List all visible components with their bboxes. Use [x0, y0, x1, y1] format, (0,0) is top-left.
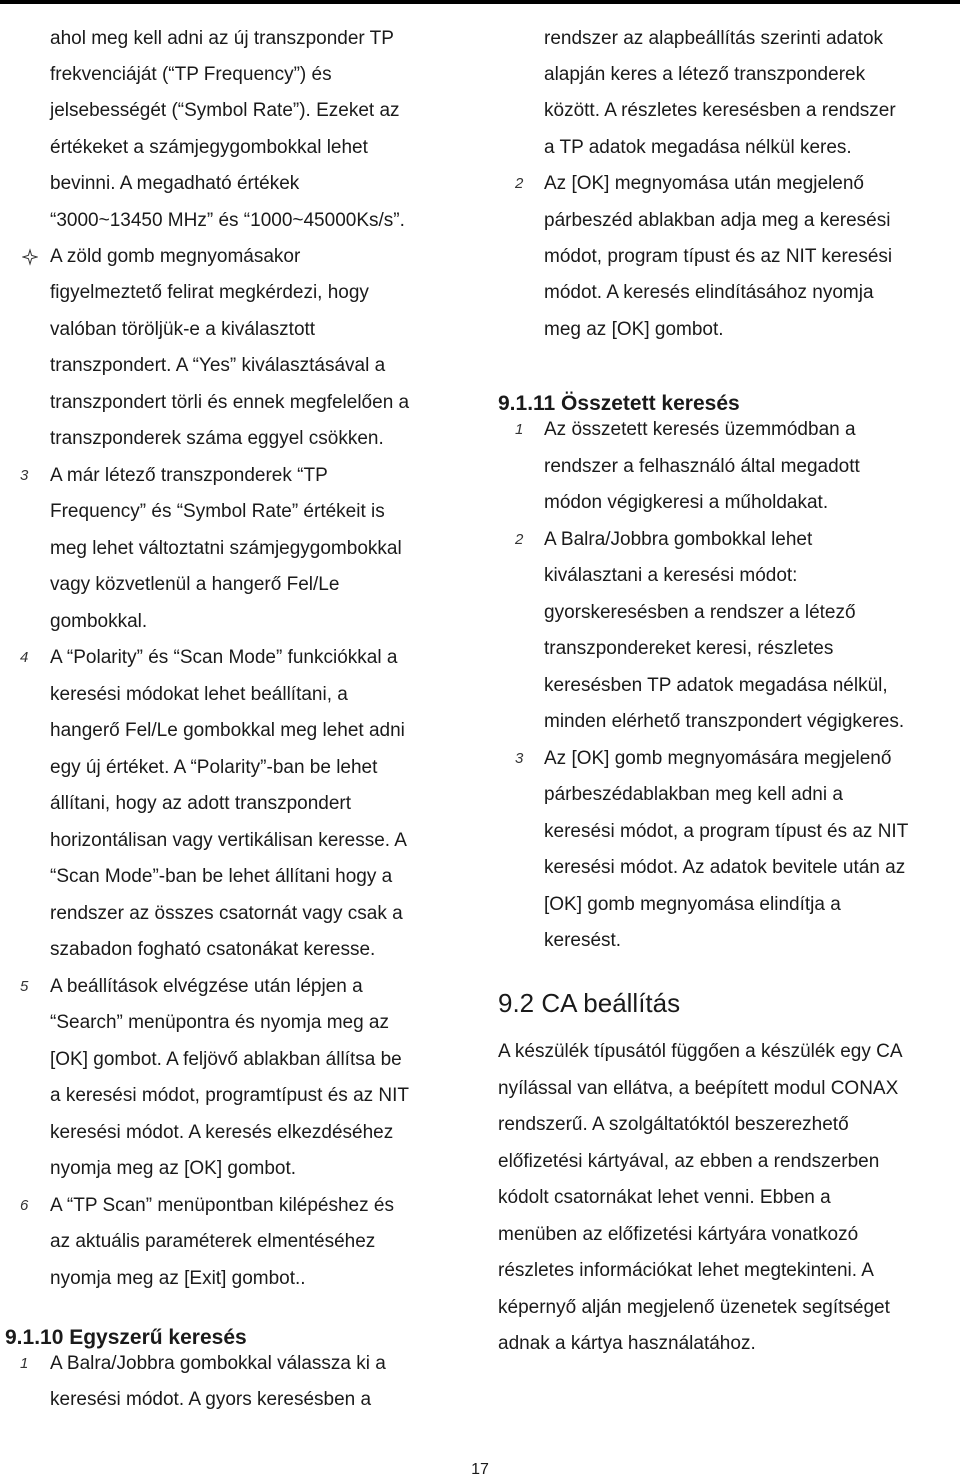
text-line: transzpondert. A “Yes” kiválasztásával a [50, 355, 386, 376]
text-line: A “Polarity” és “Scan Mode” funkciókkal a [50, 647, 398, 668]
text-line: gombokkal. [50, 611, 148, 632]
text-line: alapján keres a létező transzponderek [544, 64, 866, 85]
text-line: párbeszéd ablakban adja meg a keresési [544, 210, 891, 231]
text-line: meg az [OK] gombot. [544, 319, 724, 340]
text-line: a TP adatok megadása nélkül keres. [544, 137, 852, 158]
section-heading: 9.2 CA beállítás [498, 988, 681, 1018]
text-line: vagy közvetlenül a hangerő Fel/Le [50, 574, 340, 595]
text-line: A Balra/Jobbra gombokkal lehet [544, 529, 813, 550]
section-heading: 9.1.10 Egyszerű keresés [5, 1326, 247, 1349]
text-line: nyomja meg az [Exit] gombot.. [50, 1268, 306, 1289]
text-line: szabadon fogható csatonákat keresse. [50, 939, 376, 960]
list-number: 3 [515, 750, 524, 767]
text-line: keresési módot. A keresés elkezdéséhez [50, 1122, 394, 1143]
list-number: 1 [515, 421, 524, 438]
text-line: transzpondereket keresi, részletes [544, 638, 834, 659]
text-line: kódolt csatornákat lehet venni. Ebben a [498, 1187, 831, 1208]
text-line: menüben az előfizetési kártyára vonatkozó [498, 1224, 859, 1245]
text-line: [OK] gomb megnyomása elindítja a [544, 894, 841, 915]
text-line: keresési módokat lehet beállítani, a [50, 684, 348, 705]
text-line: minden elérhető transzpondert végigkeres. [544, 711, 905, 732]
text-line: hangerő Fel/Le gombokkal meg lehet adni [50, 720, 405, 741]
text-line: meg lehet változtatni számjegygombokkal [50, 538, 402, 559]
text-line: “Scan Mode”-ban be lehet állítani hogy a [50, 866, 393, 887]
list-number: 5 [20, 978, 29, 995]
text-line: párbeszédablakban meg kell adni a [544, 784, 843, 805]
text-line: keresési módot. A gyors keresésben a [50, 1389, 372, 1410]
text-line: rendszerű. A szolgáltatóktól beszerezhető [498, 1114, 849, 1135]
text-line: keresési módot. Az adatok bevitele után az [544, 857, 906, 878]
text-line: egy új értéket. A “Polarity”-ban be lehet [50, 757, 378, 778]
diamond-outline-icon [22, 245, 38, 269]
text-line: keresésben TP adatok megadása nélkül, [544, 675, 888, 696]
text-line: rendszer az alapbeállítás szerinti adatok [544, 28, 884, 49]
text-line: módot. A keresés elindításához nyomja [544, 282, 874, 303]
text-line: a keresési módot, programtípust és az NIT [50, 1085, 410, 1106]
text-line: részletes információkat lehet megtekinteni. A [498, 1260, 874, 1281]
text-line: Az [OK] gomb megnyomására megjelenő [544, 748, 892, 769]
text-line: adnak a kártya használatához. [498, 1333, 756, 1354]
page-number: 17 [471, 1461, 489, 1478]
text-line: A zöld gomb megnyomásakor [50, 246, 301, 267]
text-line: ahol meg kell adni az új transzponder TP [50, 28, 394, 49]
text-line: keresést. [544, 930, 622, 951]
text-line: rendszer az összes csatornát vagy csak a [50, 903, 403, 924]
text-line: nyílással van ellátva, a beépített modul CONAX [498, 1078, 899, 1099]
text-line: A készülék típusától függően a készülék egy CA [498, 1041, 903, 1062]
text-line: gyorskeresésben a rendszer a létező [544, 602, 856, 623]
text-line: nyomja meg az [OK] gombot. [50, 1158, 297, 1179]
text-line: horizontálisan vagy vertikálisan keresse. A [50, 830, 407, 851]
list-number: 2 [515, 175, 524, 192]
text-line: A már létező transzponderek “TP [50, 465, 328, 486]
text-line: transzponderek száma eggyel csökken. [50, 428, 384, 449]
list-number: 4 [20, 649, 29, 666]
text-line: kiválasztani a keresési módot: [544, 565, 798, 586]
list-number: 6 [20, 1197, 29, 1214]
text-line: módon végigkeresi a műholdakat. [544, 492, 829, 513]
text-line: állítani, hogy az adott transzpondert [50, 793, 352, 814]
text-line: képernyő alján megjelenő üzenetek segítséget [498, 1297, 890, 1318]
text-line: “3000~13450 MHz” és “1000~45000Ks/s”. [50, 210, 405, 231]
section-heading: 9.1.11 Összetett keresés [498, 392, 740, 415]
list-number: 2 [515, 531, 524, 548]
text-line: előfizetési kártyával, az ebben a rendszerben [498, 1151, 880, 1172]
text-line: figyelmeztető felirat megkérdezi, hogy [50, 282, 369, 303]
text-line: Az összetett keresés üzemmódban a [544, 419, 856, 440]
text-line: rendszer a felhasználó által megadott [544, 456, 860, 477]
text-line: A Balra/Jobbra gombokkal válassza ki a [50, 1353, 386, 1374]
text-line: “Search” menüpontra és nyomja meg az [50, 1012, 389, 1033]
text-line: között. A részletes keresésben a rendszer [544, 100, 896, 121]
text-line: jelsebességét (“Symbol Rate”). Ezeket az [50, 100, 400, 121]
text-line: valóban töröljük-e a kiválasztott [50, 319, 316, 340]
text-line: Frequency” és “Symbol Rate” értékeit is [50, 501, 385, 522]
text-line: értékeket a számjegygombokkal lehet [50, 137, 368, 158]
text-line: A “TP Scan” menüpontban kilépéshez és [50, 1195, 394, 1216]
text-line: A beállítások elvégzése után lépjen a [50, 976, 363, 997]
text-line: transzpondert törli és ennek megfelelően a [50, 392, 410, 413]
text-line: bevinni. A megadható értékek [50, 173, 300, 194]
list-number: 3 [20, 467, 29, 484]
text-line: módot, program típust és az NIT keresési [544, 246, 893, 267]
text-line: frekvenciáját (“TP Frequency”) és [50, 64, 332, 85]
top-rule [0, 0, 960, 4]
text-line: Az [OK] megnyomása után megjelenő [544, 173, 865, 194]
text-line: az aktuális paraméterek elmentéséhez [50, 1231, 376, 1252]
text-line: keresési módot, a program típust és az NIT [544, 821, 909, 842]
text-line: [OK] gombot. A feljövő ablakban állítsa be [50, 1049, 402, 1070]
list-number: 1 [20, 1355, 29, 1372]
